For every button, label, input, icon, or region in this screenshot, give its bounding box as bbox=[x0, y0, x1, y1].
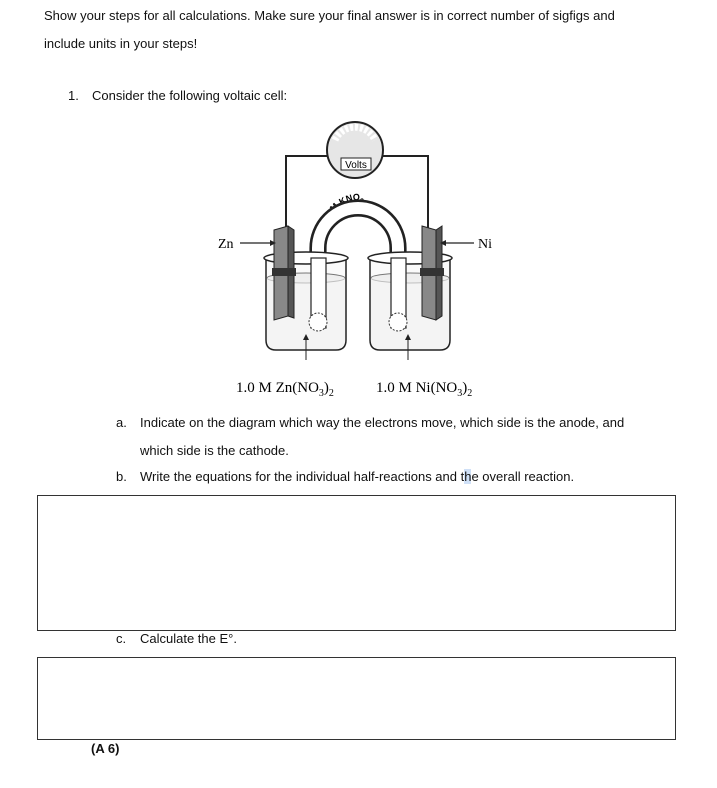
meter-label: Volts bbox=[345, 160, 367, 171]
answer-box-b[interactable] bbox=[37, 495, 676, 631]
text-cursor-highlight: h bbox=[464, 469, 472, 484]
voltaic-cell-diagram bbox=[200, 118, 520, 408]
part-c-text: Calculate the E°. bbox=[140, 631, 237, 646]
ni-label: Ni bbox=[478, 237, 492, 252]
part-b-text: Write the equations for the individual half-reactions and the overall reaction. bbox=[140, 469, 575, 484]
right-cotton-plug bbox=[389, 313, 407, 331]
part-a-marker: a. bbox=[116, 415, 127, 430]
right-solution-label: 1.0 M $Ni(NO_3)_2$ bbox=[376, 380, 473, 399]
question-prompt: Consider the following voltaic cell: bbox=[92, 88, 288, 103]
instructions-line-1: Show your steps for all calculations. Make sure your final answer is in correct number of sigfigs and bbox=[44, 8, 615, 23]
ni-electrode bbox=[420, 226, 444, 320]
left-solution-label: 1.0 M $Zn(NO_3)_2$ bbox=[236, 380, 334, 399]
part-a-line-1: Indicate on the diagram which way the electrons move, which side is the anode, and bbox=[140, 415, 625, 430]
answer-box-c[interactable] bbox=[37, 657, 676, 740]
part-b-marker: b. bbox=[116, 469, 127, 484]
marks-label: (A 6) bbox=[91, 741, 120, 756]
zn-label: Zn bbox=[218, 237, 234, 252]
part-a-line-2: which side is the cathode. bbox=[140, 443, 289, 458]
salt-bridge-label: 1.0 M $KNO_3$ bbox=[320, 191, 365, 227]
instructions-line-2: include units in your steps! bbox=[44, 36, 198, 51]
voltmeter bbox=[327, 122, 383, 178]
question-number: 1. bbox=[68, 88, 79, 103]
zn-electrode bbox=[272, 226, 296, 320]
left-cotton-plug bbox=[309, 313, 327, 331]
part-c-marker: c. bbox=[116, 631, 127, 646]
